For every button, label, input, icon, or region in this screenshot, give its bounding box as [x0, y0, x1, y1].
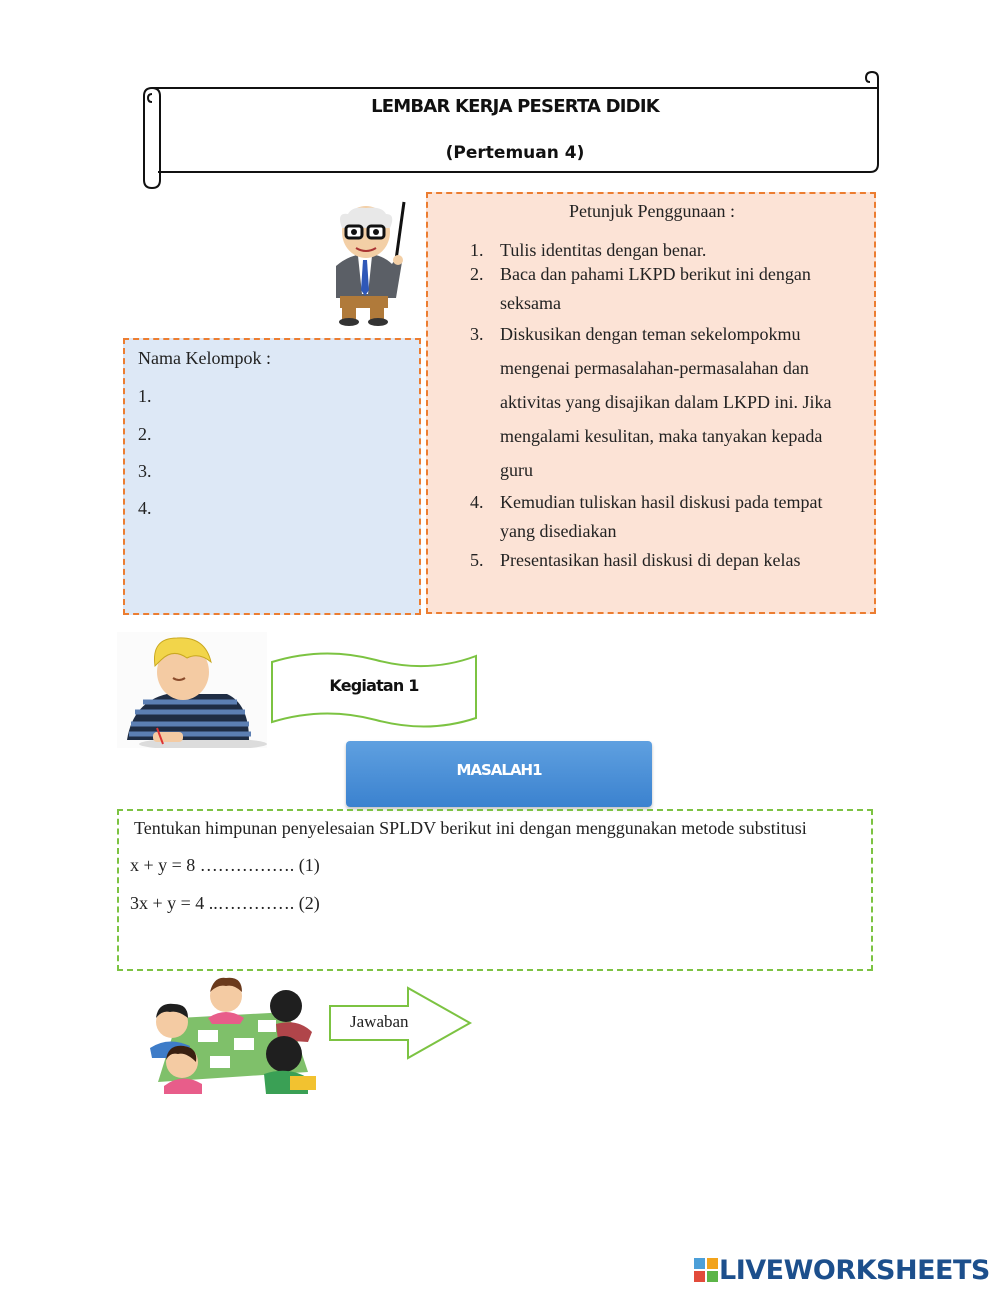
problem-statement: Tentukan himpunan penyelesaian SPLDV berikut ini dengan menggunakan metode substitusi [134, 818, 807, 838]
liveworksheets-logo-icon [693, 1257, 719, 1283]
title-scroll-banner [138, 68, 886, 192]
group-name-label: Nama Kelompok : [138, 348, 271, 368]
logo-text: LIVEWORKSHEETS [719, 1254, 990, 1286]
problem-heading-banner: MASALAH1 [346, 741, 652, 807]
teacher-illustration [312, 198, 418, 326]
worksheet-title: LEMBAR KERJA PESERTA DIDIK [371, 96, 659, 117]
answer-label: Jawaban [350, 1012, 409, 1031]
group-discussion-illustration [138, 972, 322, 1096]
equation-1: x + y = 8 ……………. (1) [130, 855, 320, 875]
group-member-1[interactable]: 1. [138, 386, 152, 406]
student-writing-illustration [117, 632, 267, 748]
group-members-box [123, 338, 421, 615]
activity-label: Kegiatan 1 [329, 676, 419, 695]
instructions-title: Petunjuk Penggunaan : [569, 201, 735, 221]
equation-2: 3x + y = 4 ..…………. (2) [130, 893, 320, 913]
group-member-2[interactable]: 2. [138, 424, 152, 444]
group-member-4[interactable]: 4. [138, 498, 152, 518]
meeting-subtitle: (Pertemuan 4) [445, 143, 585, 163]
liveworksheets-logo[interactable] [693, 1254, 990, 1286]
group-member-3[interactable]: 3. [138, 461, 152, 481]
